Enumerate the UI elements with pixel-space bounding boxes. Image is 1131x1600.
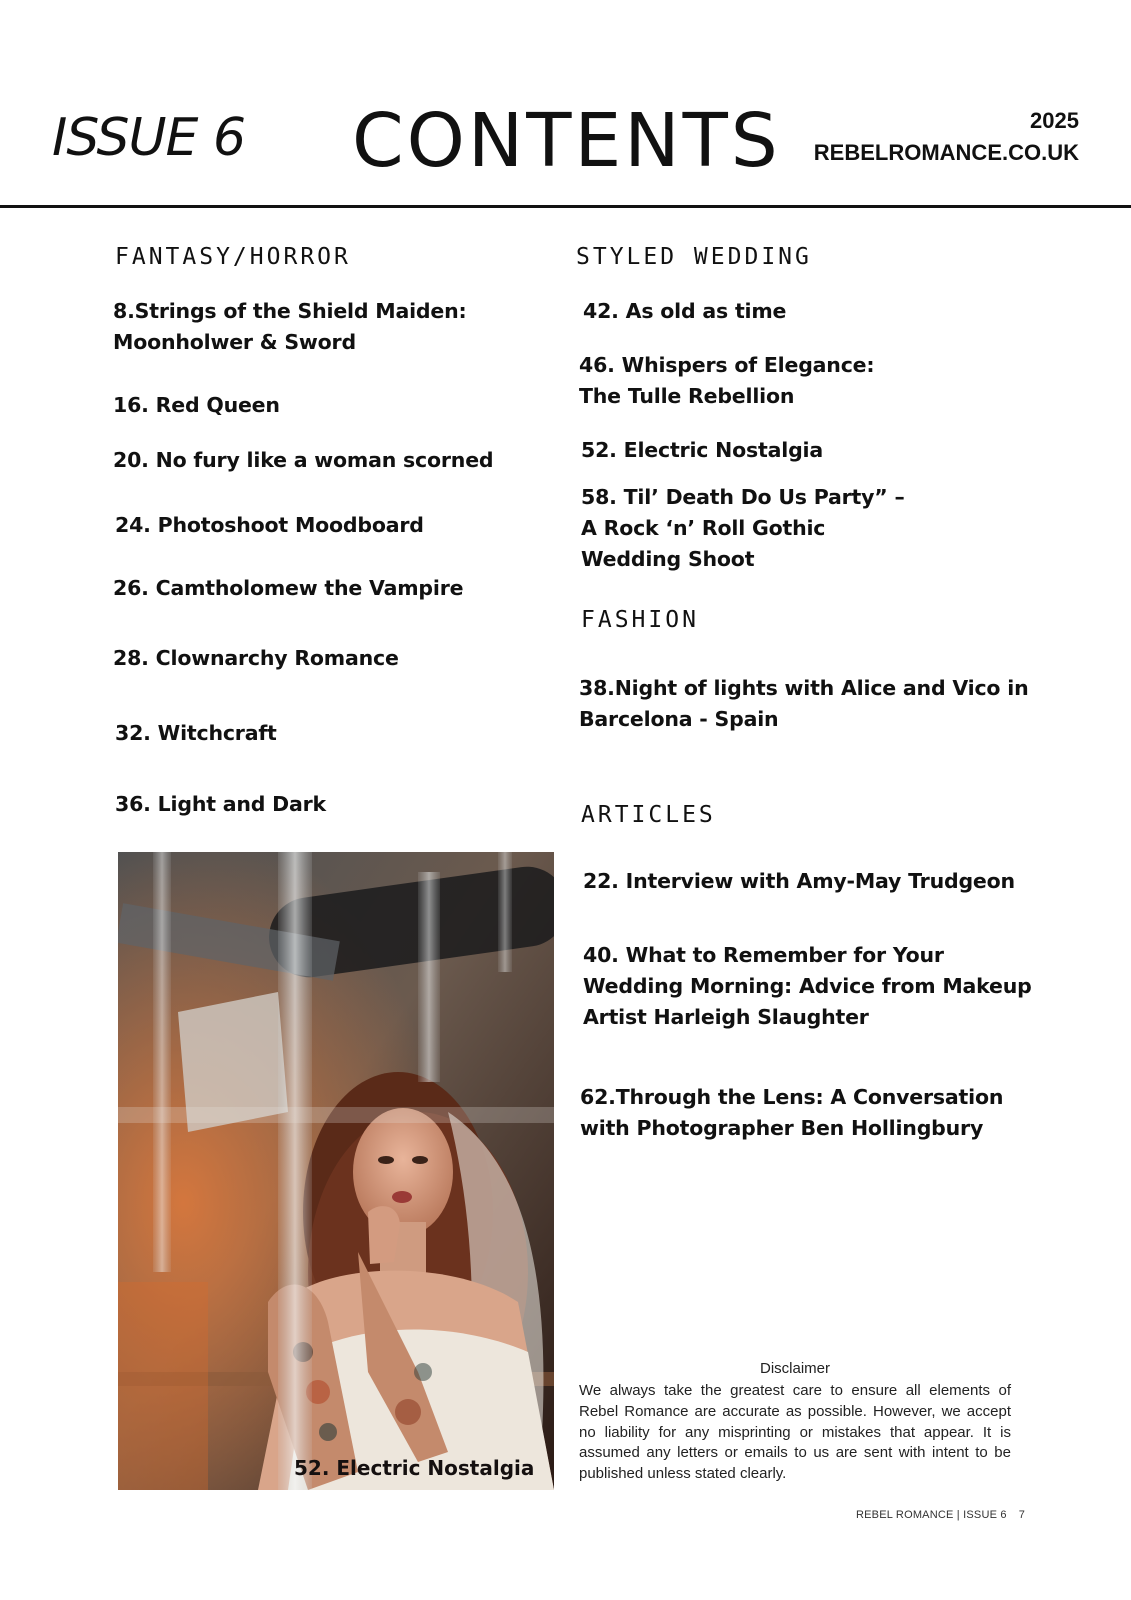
toc-item[interactable]: 16. Red Queen <box>113 393 280 417</box>
toc-item[interactable]: 40. What to Remember for Your Wedding Morning: Advice from Makeup Artist Harleigh Slaughter <box>583 943 1032 1029</box>
toc-item[interactable]: 26. Camtholomew the Vampire <box>113 576 464 600</box>
toc-item[interactable]: 8.Strings of the Shield Maiden: Moonholwer & Sword <box>113 299 467 354</box>
toc-item[interactable]: 46. Whispers of Elegance: The Tulle Rebellion <box>579 353 875 408</box>
toc-item[interactable]: 42. As old as time <box>583 299 787 323</box>
toc-item[interactable]: 38.Night of lights with Alice and Vico in Barcelona - Spain <box>579 676 1029 731</box>
toc-item[interactable]: 32. Witchcraft <box>115 721 277 745</box>
toc-item[interactable]: 20. No fury like a woman scorned <box>113 448 494 472</box>
toc-item[interactable]: 62.Through the Lens: A Conversation with Photographer Ben Hollingbury <box>580 1085 1004 1140</box>
section-heading-styled-wedding: STYLED WEDDING <box>576 244 812 270</box>
toc-item[interactable]: 28. Clownarchy Romance <box>113 646 399 670</box>
toc-item[interactable]: 58. Til’ Death Do Us Party” – A Rock ‘n’ Roll Gothic Wedding Shoot <box>581 485 905 571</box>
feature-photo[interactable] <box>118 852 554 1490</box>
page-footer <box>856 1509 1025 1521</box>
year-label: 2025 <box>1030 108 1079 133</box>
section-heading-fashion: FASHION <box>581 607 699 633</box>
toc-item[interactable]: 24. Photoshoot Moodboard <box>115 513 424 537</box>
footer-label: REBEL ROMANCE | ISSUE 6 <box>856 1509 1007 1521</box>
toc-item[interactable]: 52. Electric Nostalgia <box>581 438 824 462</box>
toc-item[interactable]: 22. Interview with Amy-May Trudgeon <box>583 869 1015 893</box>
bride-photo-illustration <box>118 852 554 1490</box>
header-divider <box>0 205 1131 208</box>
website-link[interactable]: REBELROMANCE.CO.UK <box>813 140 1079 165</box>
section-heading-fantasy-horror: FANTASY/HORROR <box>115 244 351 270</box>
section-heading-articles: ARTICLES <box>581 802 716 828</box>
disclaimer-title: Disclaimer <box>759 1360 830 1377</box>
page-number: 7 <box>1018 1509 1026 1521</box>
photo-caption: 52. Electric Nostalgia <box>294 1456 535 1480</box>
toc-item[interactable]: 36. Light and Dark <box>115 792 326 816</box>
page-title: CONTENTS <box>352 98 781 184</box>
issue-label: ISSUE 6 <box>52 108 246 168</box>
disclaimer-text: We always take the greatest care to ensure all elements of Rebel Romance are accurate as possible. However, we accept no liability for any misprinting or mistakes that appear. It is assumed any letters or emails to us are sent with intent to be published unless stated clearly. <box>579 1382 1011 1483</box>
